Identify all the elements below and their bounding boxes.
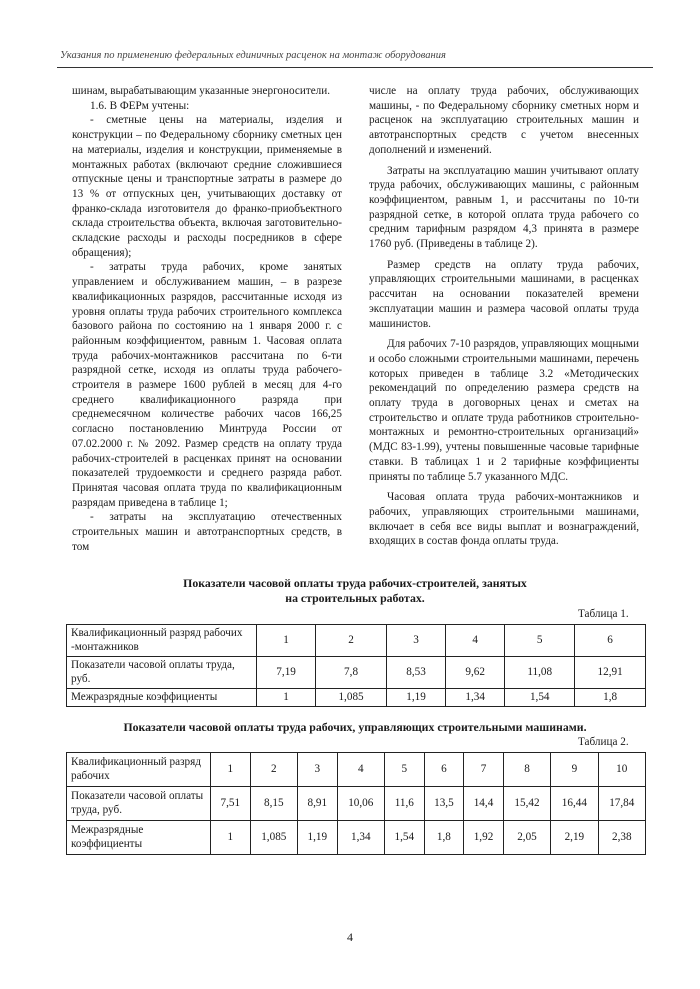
table-cell: 17,84	[598, 787, 645, 821]
table-row	[67, 625, 646, 657]
table-cell: 2,05	[503, 821, 550, 855]
table-row	[67, 689, 646, 707]
table-cell: 1,8	[575, 689, 646, 707]
table-cell: 5	[384, 753, 424, 787]
table-cell: 2,38	[598, 821, 645, 855]
table-cell: 1,92	[464, 821, 504, 855]
table-row	[67, 821, 646, 855]
table-cell: 1,085	[250, 821, 297, 855]
table-cell: 1,085	[316, 689, 387, 707]
paragraph: - затраты труда рабочих, кроме занятых управлением и обслуживанием машин, – в разрезе квалификационных разрядов, рассчитанные исходя из уровня оплаты труда рабочих строительного комплекса базового района по состоянию на 1 января 2000 г. с районным коэффициентом, равным 1. Часовая оплата труда рабочих-монтажников рассчитана по 6-ти разрядной сетке, исходя из оплаты труда рабочего-строителя в размере 1600 рублей в месяц для 4-го среднего квалификационного разряда при среднемесячном количестве рабочих часов 166,25 согласно постановлению Минтруда России от 07.02.2000 г. № 2092. Размер средств на оплату труда рабочих-строителей в расценках принят на основании показателей трудоемкости и среднего разряда работ. Принятая часовая оплата труда по квалификационным разрядам приведена в таблице 1;	[72, 261, 342, 509]
table-cell: 8,53	[386, 657, 445, 689]
paragraph: - затраты на эксплуатацию отечественных строительных машин и автотранспортных средств, в том	[72, 511, 342, 553]
table-cell: 11,6	[384, 787, 424, 821]
paragraph: Размер средств на оплату труда рабочих, управляющих строительными машинами, в расценках рассчитан на основании показателей времени эксплуатации машин и размера часовой оплаты труда машинистов.	[369, 258, 639, 330]
table-cell: 1,34	[446, 689, 505, 707]
running-header: Указания по применению федеральных единичных расценок на монтаж оборудования	[60, 50, 446, 61]
table-cell: 1,8	[424, 821, 464, 855]
table-cell: 7	[464, 753, 504, 787]
table-cell: 1	[257, 689, 316, 707]
row-label: Межразрядные коэффициенты	[67, 689, 257, 707]
table-cell: 7,19	[257, 657, 316, 689]
table2	[66, 752, 646, 855]
table-cell: 2,19	[551, 821, 598, 855]
paragraph: - сметные цены на материалы, изделия и конструкции – по Федеральному сборнику сметных цен на материалы, изделия и конструкции, применяемые в монтажных работах (включают средние сложившиеся отпускные цены и транспортные затраты в размере до 13 % от отпускных цен, учитывающих доставку от франко-склада изготовителя до франко-приобъектного склада строительства объекта, включая заготовительно-складские расходы и расходы посредников в сфере обращения);	[72, 114, 342, 259]
page-number: 4	[347, 930, 353, 944]
table-cell: 1	[211, 821, 251, 855]
table-cell: 12,91	[575, 657, 646, 689]
left-text-column	[72, 84, 342, 555]
table1-title	[60, 576, 650, 606]
table-cell: 9	[551, 753, 598, 787]
table-cell: 7,8	[316, 657, 387, 689]
row-label: Квалификационный разряд рабочих -монтажников	[67, 625, 257, 657]
right-text-column	[369, 84, 639, 549]
table-cell: 4	[337, 753, 384, 787]
row-label: Показатели часовой оплаты труда, руб.	[67, 657, 257, 689]
table1-title-line: Показатели часовой оплаты труда рабочих-строителей, занятых	[183, 576, 527, 590]
table-cell: 15,42	[503, 787, 550, 821]
table-cell: 1,19	[386, 689, 445, 707]
table-cell: 9,62	[446, 657, 505, 689]
table-cell: 2	[250, 753, 297, 787]
table1	[66, 624, 646, 707]
table-cell: 2	[316, 625, 387, 657]
table-cell: 6	[424, 753, 464, 787]
table2-number: Таблица 2.	[578, 736, 629, 748]
table-cell: 11,08	[505, 657, 575, 689]
row-label: Показатели часовой оплаты труда, руб.	[67, 787, 211, 821]
header-rule	[57, 67, 653, 68]
table-cell: 3	[297, 753, 337, 787]
table-cell: 5	[505, 625, 575, 657]
table-cell: 1	[211, 753, 251, 787]
table-cell: 1	[257, 625, 316, 657]
paragraph: числе на оплату труда рабочих, обслуживающих машины, - по Федеральному сборнику сметных норм и расценок на эксплуатацию строительных машин и автотранспортных средств с учетом внесенных дополнений и изменений.	[369, 85, 639, 156]
table-cell: 6	[575, 625, 646, 657]
paragraph: Для рабочих 7-10 разрядов, управляющих мощными и особо сложными строительными машинами, перечень которых приведен в таблице 3.2 «Методических рекомендаций по определению размера средств на оплату труда в договорных ценах и сметах на строительство и оплате труда работников строительно-монтажных и ремонтно-строительных организаций» (МДС 83-1.99), учтены повышенные часовые тарифные ставки. В таблицах 1 и 2 тарифные коэффициенты приняты по таблице 5.7 указанного МДС.	[369, 338, 639, 483]
table-cell: 3	[386, 625, 445, 657]
row-label: Межразрядные коэффициенты	[67, 821, 211, 855]
paragraph: шинам, вырабатывающим указанные энергоносители.	[72, 85, 331, 97]
table1-title-line: на строительных работах.	[285, 591, 425, 605]
table1-number: Таблица 1.	[578, 608, 629, 620]
table-row	[67, 657, 646, 689]
paragraph: Часовая оплата труда рабочих-монтажников и рабочих, управляющих строительными машинами, включает в себя все виды выплат и вознаграждений, входящих в состав фонда оплаты труда.	[369, 491, 639, 548]
table-cell: 1,54	[384, 821, 424, 855]
table-cell: 7,51	[211, 787, 251, 821]
paragraph: 1.6. В ФЕРм учтены:	[90, 99, 190, 112]
table-cell: 10,06	[337, 787, 384, 821]
table2-title: Показатели часовой оплаты труда рабочих, управляющих строительными машинами.	[123, 720, 587, 734]
table-cell: 10	[598, 753, 645, 787]
table-cell: 1,54	[505, 689, 575, 707]
table-row	[67, 753, 646, 787]
table-cell: 1,34	[337, 821, 384, 855]
paragraph: Затраты на эксплуатацию машин учитывают оплату труда рабочих, обслуживающих машины, с районным коэффициентом, равным 1, и рассчитаны по 10-ти разрядной сетке, в которой оплата труда рабочего со средним тарифным разрядом 4,3 принята в размере 1760 руб. (Приведены в таблице 2).	[369, 164, 639, 251]
table-cell: 8,15	[250, 787, 297, 821]
table-cell: 14,4	[464, 787, 504, 821]
table-cell: 13,5	[424, 787, 464, 821]
row-label: Квалификационный разряд рабочих	[67, 753, 211, 787]
table-cell: 16,44	[551, 787, 598, 821]
table-cell: 8,91	[297, 787, 337, 821]
table-row	[67, 787, 646, 821]
table-cell: 8	[503, 753, 550, 787]
table-cell: 1,19	[297, 821, 337, 855]
table-cell: 4	[446, 625, 505, 657]
